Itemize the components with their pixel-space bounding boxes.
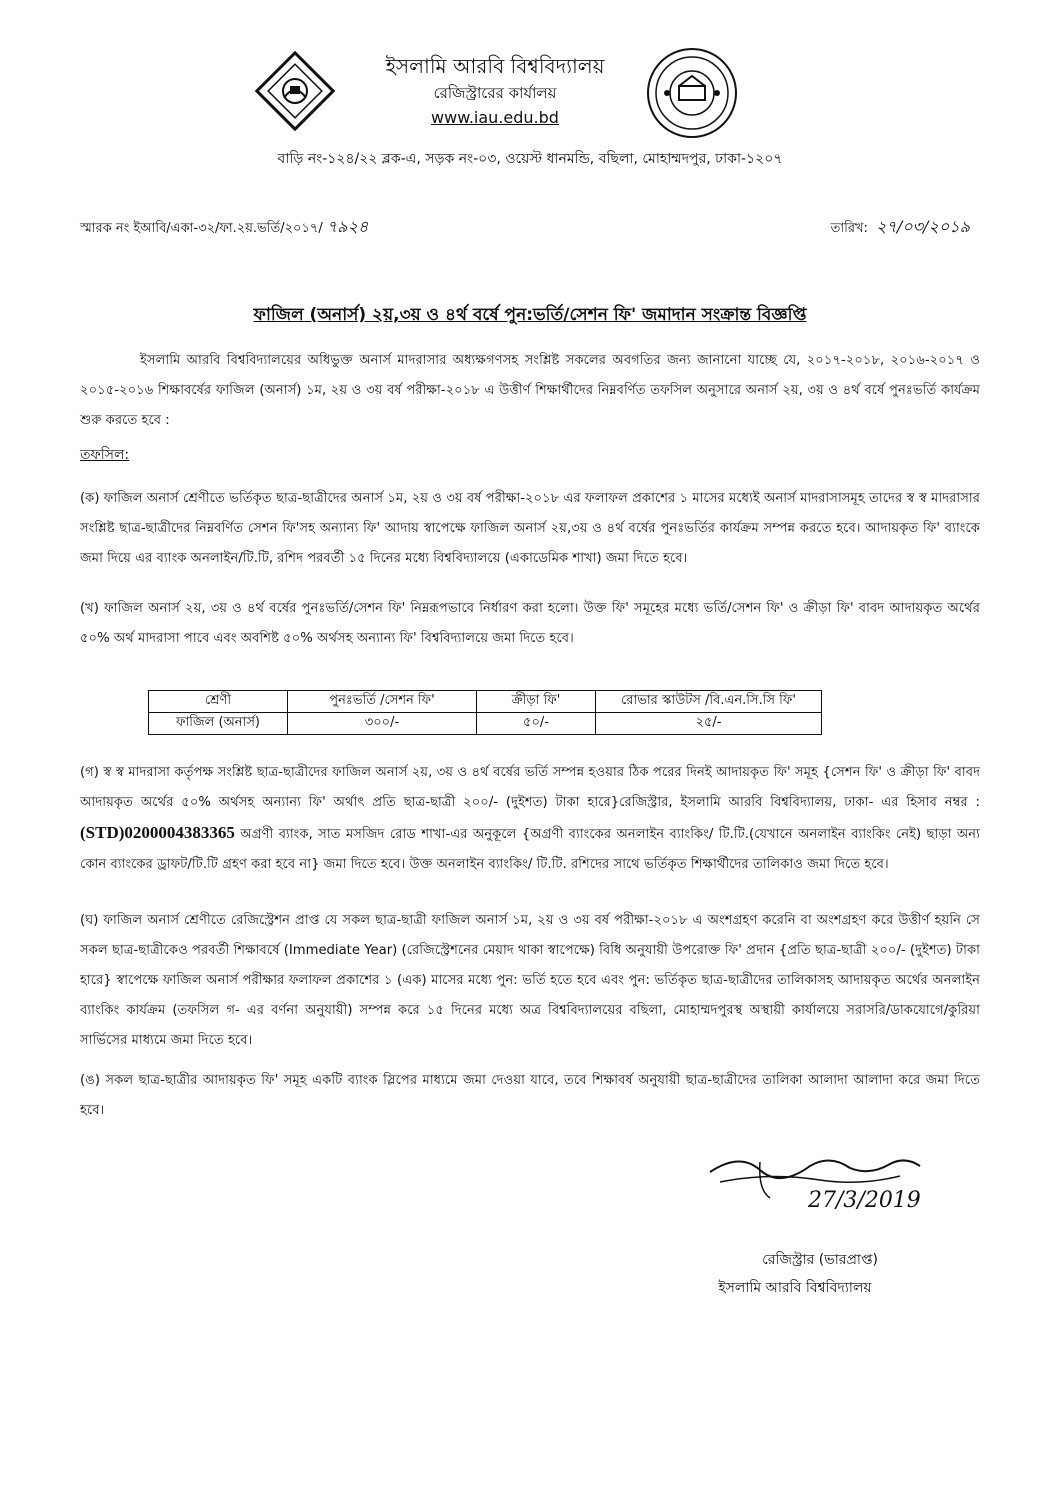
memo-handwritten-number: ৭৯২৪ bbox=[326, 217, 369, 236]
clause-uma: (ঙ) সকল ছাত্র-ছাত্রীর আদায়কৃত ফি' সমূহ একটি ব্যাংক স্লিপের মাধ্যমে জমা দেওয়া যাবে, তবে শিক্ষাবর্ষ অনুযায়ী ছাত্র-ছাত্রীদের তালিকা আলাদা আলাদা করে জমা দিতে হবে। bbox=[80, 1073, 980, 1118]
registrar-office: রেজিস্ট্রারের কার্যালয় bbox=[433, 84, 557, 102]
date-label: তারিখ: bbox=[830, 221, 868, 236]
fee-header-scouts: রোভার স্কাউটস /বি.এন.সি.সি ফি' bbox=[596, 691, 822, 713]
memo-label: স্মারক নং ইআবি/একা-৩২/ফা.২য়.ভর্তি/২০১৭/ bbox=[80, 221, 323, 236]
signatory-university: ইসলামি আরবি বিশ্ববিদ্যালয় bbox=[718, 1280, 872, 1296]
fee-header-class: শ্রেণী bbox=[149, 691, 288, 713]
memo-number bbox=[80, 214, 368, 241]
clause-kha: (খ) ফাজিল অনার্স ২য়, ৩য় ও ৪র্থ বর্ষের পুনঃভর্তি/সেশন ফি' নিম্নরূপভাবে নির্ধারণ করা হলো। উক্ত ফি' সমূহের মধ্যে ভর্তি/সেশন ফি' ও ক্রীড়া ফি' বাবদ আদায়কৃত অর্থের ৫০% অর্থ মাদরাসা পাবে এবং অবশিষ্ট ৫০% অর্থসহ অন্যান্য ফি' বিশ্ববিদ্যালয়ে জমা দিতে হবে। bbox=[80, 601, 980, 646]
signature-date: 27/3/2019 bbox=[808, 1188, 921, 1213]
university-name: ইসলামি আরবি বিশ্ববিদ্যালয় bbox=[385, 54, 605, 78]
fee-cell-session: ৩০০/- bbox=[288, 713, 477, 735]
university-address: বাড়ি নং-১২৪/২২ ব্লক-এ, সড়ক নং-০৩, ওয়েস্ট ধানমন্ডি, বছিলা, মোহাম্মদপুর, ঢাকা-১২০৭ bbox=[277, 151, 783, 167]
fee-header-sports: ক্রীড়া ফি' bbox=[477, 691, 596, 713]
fee-cell-scouts: ২৫/- bbox=[596, 713, 822, 735]
clause-gha: (ঘ) ফাজিল অনার্স শ্রেণীতে রেজিস্ট্রেশন প্রাপ্ত যে সকল ছাত্র-ছাত্রী ফাজিল অনার্স ১ম, ২য় ও ৩য় বর্ষ পরীক্ষা-২০১৮ এ অংশগ্রহণ করেনি বা অংশগ্রহণ করে উত্তীর্ণ হয়নি সে সকল ছাত্র-ছাত্রীকেও পরবর্তী শিক্ষাবর্ষে (Immediate Year) (রেজিস্ট্রেশনের মেয়াদ থাকা স্বাপেক্ষে) বিধি অনুযায়ী উপরোক্ত ফি' প্রদান {প্রতি ছাত্র-ছাত্রী ২০০/- (দুইশত) টাকা হারে} স্বাপেক্ষে ফাজিল অনার্স পরীক্ষার ফলাফল প্রকাশের ১ (এক) মাসের মধ্যে পুন: ভর্তি হতে হবে এবং পুন: ভর্তিকৃত ছাত্র-ছাত্রীদের তালিকাসহ আদায়কৃত অর্থের অনলাইন ব্যাংকিং কার্যক্রম (তফসিল গ- এর বর্ণনা অনুযায়ী) সম্পন্ন করে ১৫ দিনের মধ্যে অত্র বিশ্ববিদ্যালয়ের বছিলা, মোহাম্মদপুরস্থ অস্থায়ী কার্যালয়ে সরাসরি/ডাকযোগে/কুরিয়া সার্ভিসের মাধ্যমে জমা দিতে হবে। bbox=[80, 913, 980, 1048]
fee-cell-class: ফাজিল (অনার্স) bbox=[149, 713, 288, 735]
fee-table-row bbox=[149, 713, 822, 735]
website-link[interactable]: www.iau.edu.bd bbox=[431, 108, 559, 127]
date-handwritten: ২৭/০৩/২০১৯ bbox=[876, 217, 970, 236]
fee-header-session: পুনঃভর্তি /সেশন ফি' bbox=[288, 691, 477, 713]
notice-date bbox=[831, 214, 970, 241]
clause-ga: (গ) স্ব স্ব মাদরাসা কর্তৃপক্ষ সংশ্লিষ্ট ছাত্র-ছাত্রীদের ফাজিল অনার্স ২য়, ৩য় ও ৪র্থ বর্ষের ভর্তি সম্পন্ন হওয়ার ঠিক পরের দিনই আদায়কৃত ফি' সমূহ {সেশন ফি' ও ক্রীড়া ফি' বাবদ আদায়কৃত অর্থের ৫০% অর্থসহ অন্যান্য ফি' অর্থাৎ প্রতি ছাত্র-ছাত্রী ২০০/- (দুইশত) টাকা হারে}রেজিস্ট্রার, ইসলামি আরবি বিশ্ববিদ্যালয়, ঢাকা- এর হিসাব নম্বর : (STD)0200004383365 অগ্রণী ব্যাংক, সাত মসজিদ রোড শাখা-এর অনুকূলে {অগ্রণী ব্যাংকের অনলাইন ব্যাংকিং/ টি.টি.(যেখানে অনলাইন ব্যাংকিং নেই) ছাড়া অন্য কোন ব্যাংকের ড্রাফট/টি.টি গ্রহণ করা হবে না} জমা দিতে হবে। উক্ত অনলাইন ব্যাংকিং/ টি.টি. রশিদের সাথে ভর্তিকৃত শিক্ষার্থীদের তালিকাও জমা দিতে হবে। bbox=[80, 765, 980, 872]
intro-paragraph: ইসলামি আরবি বিশ্ববিদ্যালয়ের অধিভুক্ত অনার্স মাদরাসার অধ্যক্ষগণসহ সংশ্লিষ্ট সকলের অবগতির জন্য জানানো যাচ্ছে যে, ২০১৭-২০১৮, ২০১৬-২০১৭ ও ২০১৫-২০১৬ শিক্ষাবর্ষের ফাজিল (অনার্স) ১ম, ২য় ও ৩য় বর্ষ পরীক্ষা-২০১৮ এ উত্তীর্ণ শিক্ষার্থীদের নিম্নবর্ণিত তফসিল অনুসারে অনার্স ২য়, ৩য় ও ৪র্থ বর্ষে পুনঃভর্তি কার্যক্রম শুরু করতে হবে : bbox=[80, 353, 980, 428]
signature-scribble bbox=[700, 1142, 950, 1232]
university-seal-icon bbox=[645, 46, 739, 140]
fee-table bbox=[148, 690, 822, 735]
fee-table-header-row bbox=[149, 691, 822, 713]
fee-cell-sports: ৫০/- bbox=[477, 713, 596, 735]
university-logo-icon bbox=[250, 46, 340, 136]
clause-ka: (ক) ফাজিল অনার্স শ্রেণীতে ভর্তিকৃত ছাত্র-ছাত্রীদের অনার্স ১ম, ২য় ও ৩য় বর্ষ পরীক্ষা-২০১৮ এর ফলাফল প্রকাশের ১ মাসের মধ্যেই অনার্স মাদরাসাসমূহ তাদের স্ব স্ব মাদরাসার সংশ্লিষ্ট ছাত্র-ছাত্রীদের নিম্নবর্ণিত সেশন ফি'সহ অন্যান্য ফি' আদায় স্বাপেক্ষে ফাজিল অনার্স ২য়,৩য় ও ৪র্থ বর্ষের পুনঃভর্তির কার্যক্রম সম্পন্ন করতে হবে। আদায়কৃত ফি' ব্যাংকে জমা দিয়ে এর ব্যাংক অনলাইন/টি.টি, রশিদ পরবর্তী ১৫ দিনের মধ্যে বিশ্ববিদ্যালয়ে (একাডেমিক শাখা) জমা দিতে হবে। bbox=[80, 491, 981, 566]
signatory-title: রেজিস্ট্রার (ভারপ্রাপ্ত) bbox=[762, 1252, 878, 1268]
notice-title: ফাজিল (অনার্স) ২য়,৩য় ও ৪র্থ বর্ষে পুন:ভর্তি/সেশন ফি' জমাদান সংক্রান্ত বিজ্ঞপ্তি bbox=[253, 305, 807, 325]
bank-account-number: (STD)0200004383365 bbox=[80, 823, 235, 842]
schedule-heading: তফসিল: bbox=[80, 447, 130, 463]
